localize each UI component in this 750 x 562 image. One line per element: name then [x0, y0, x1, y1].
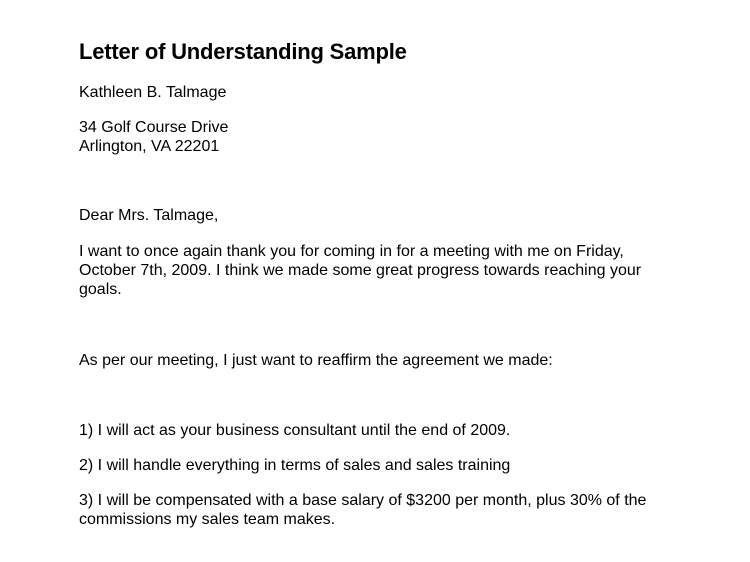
agreement-item-3	[79, 491, 699, 529]
recipient-name: Kathleen B. Talmage	[79, 84, 227, 101]
page-title: Letter of Understanding Sample	[79, 39, 407, 64]
agreement-item-1: 1) I will act as your business consultant until the end of 2009.	[79, 422, 511, 439]
agreement-item-3-line: commissions my sales team makes.	[79, 511, 336, 528]
address-line-2: Arlington, VA 22201	[79, 138, 220, 155]
paragraph-thanks-line: goals.	[79, 281, 122, 298]
agreement-item-2: 2) I will handle everything in terms of sales and sales training	[79, 457, 511, 474]
paragraph-thanks-line: October 7th, 2009. I think we made some great progress towards reaching your	[79, 262, 642, 279]
salutation: Dear Mrs. Talmage,	[79, 207, 219, 224]
address-line-1: 34 Golf Course Drive	[79, 119, 229, 136]
paragraph-agreement-intro: As per our meeting, I just want to reaffirm the agreement we made:	[79, 352, 553, 369]
paragraph-thanks-line: I want to once again thank you for coming in for a meeting with me on Friday,	[79, 243, 624, 260]
agreement-item-3-line: 3) I will be compensated with a base salary of $3200 per month, plus 30% of the	[79, 492, 647, 509]
paragraph-thanks	[79, 242, 699, 299]
